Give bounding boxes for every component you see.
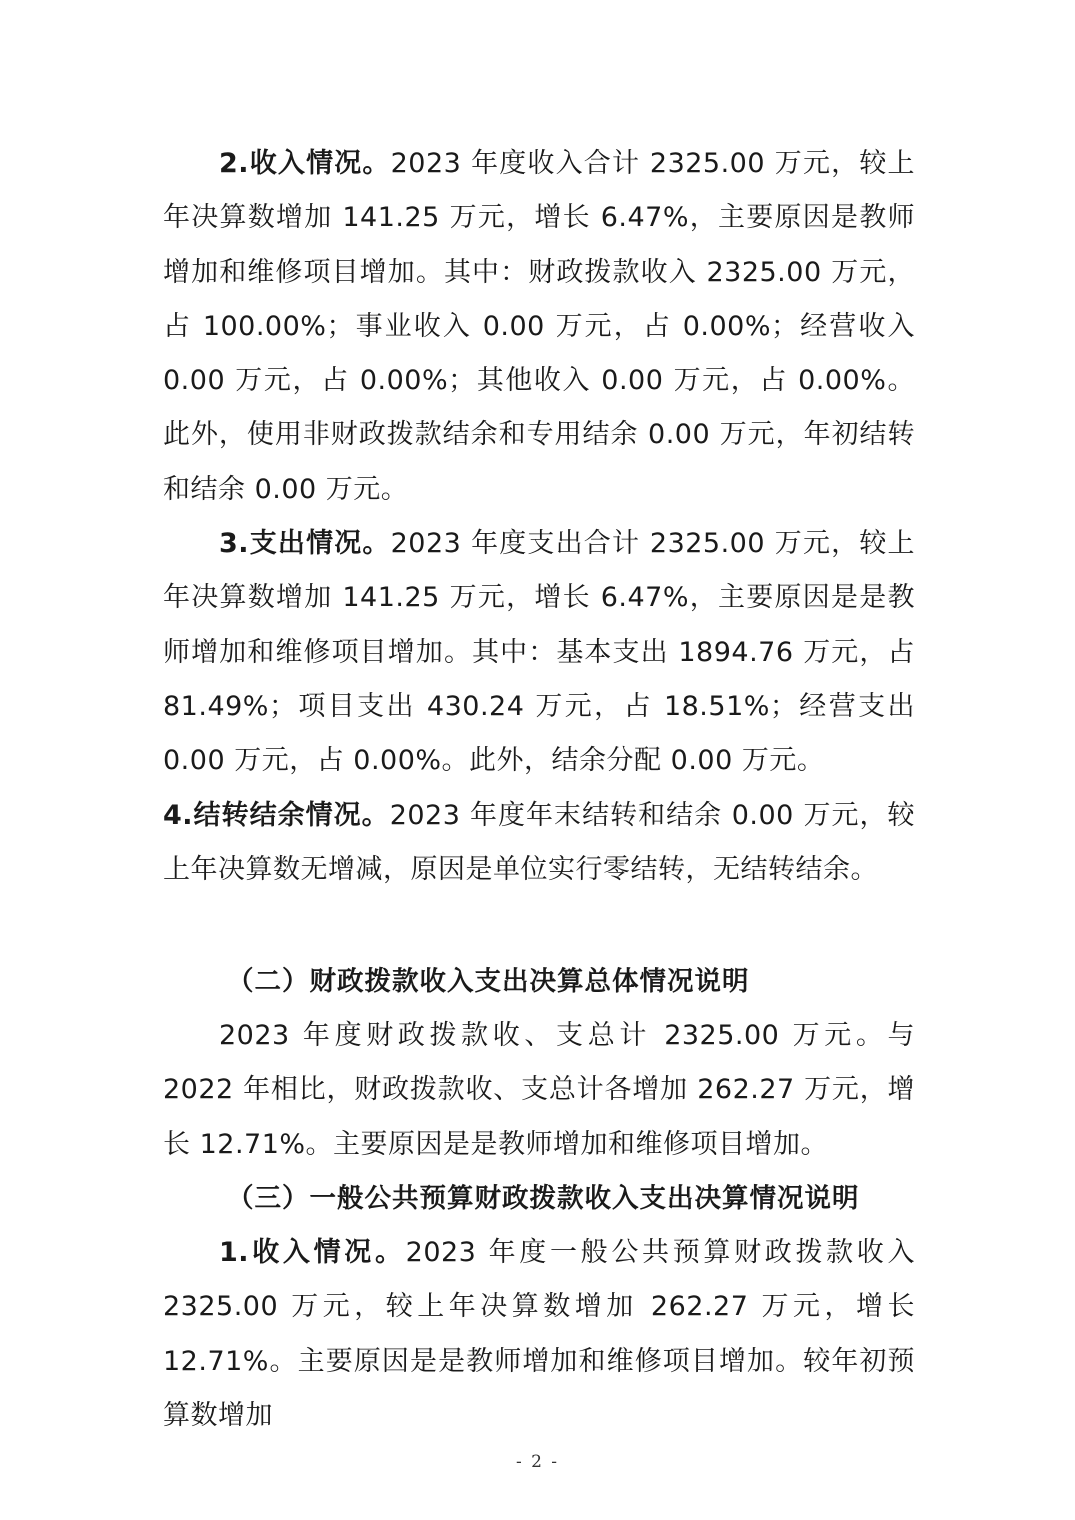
paragraph-text: 2023 年度收入合计 2325.00 万元，较上年决算数增加 141.25 万元，增长 6.47%，主要原因是教师增加和维修项目增加。其中：财政拨款收入 2325.00 万元，占 100.00%；事业收入 0.00 万元，占 0.00%；经营收入 0.00 万元，占 0.00%；其他收入 0.00 万元，占 0.00%。此外，使用非财政拨款结余和专用结余 0.00 万元，年初结转和结余 0.00 万元。 [163, 148, 915, 505]
paragraph-text: 2023 年度支出合计 2325.00 万元，较上年决算数增加 141.25 万元，增长 6.47%，主要原因是是教师增加和维修项目增加。其中：基本支出 1894.76 万元，占 81.49%；项目支出 430.24 万元，占 18.51%；经营支出 0.00 万元，占 0.00%。此外，结余分配 0.00 万元。 [163, 528, 915, 777]
paragraph-text: 2023 年度年末结转和结余 0.00 万元，较上年决算数无增减，原因是单位实行零结转，无结转结余。 [163, 799, 916, 885]
document-body [163, 137, 915, 1443]
paragraph-text: 2023 年度一般公共预算财政拨款收入 2325.00 万元，较上年决算数增加 262.27 万元，增长 12.71%。主要原因是是教师增加和维修项目增加。较年初预算数增加 [163, 1237, 915, 1431]
paragraph-lead: 1.收入情况。 [219, 1237, 406, 1269]
paragraph-carryover [163, 789, 915, 898]
paragraph-lead: 3.支出情况。 [219, 528, 391, 560]
section-spacer [163, 897, 915, 955]
paragraph-lead: 2.收入情况。 [219, 148, 391, 179]
section-heading-fiscal-overview: （二）财政拨款收入支出决算总体情况说明 [227, 966, 750, 998]
paragraph-fiscal-overview: 2023 年度财政拨款收、支总计 2325.00 万元。与 2022 年相比，财政拨款收、支总计各增加 262.27 万元，增长 12.71%。主要原因是是教师增加和维修项目增加。 [163, 1020, 915, 1160]
paragraph-general-budget-income [163, 1226, 915, 1443]
section-heading-general-budget: （三）一般公共预算财政拨款收入支出决算情况说明 [227, 1183, 860, 1215]
page-number: - 2 - [515, 1452, 560, 1472]
paragraph-lead: 4.结转结余情况。 [163, 799, 390, 831]
paragraph-income [163, 137, 915, 517]
paragraph-expenditure [163, 517, 915, 788]
